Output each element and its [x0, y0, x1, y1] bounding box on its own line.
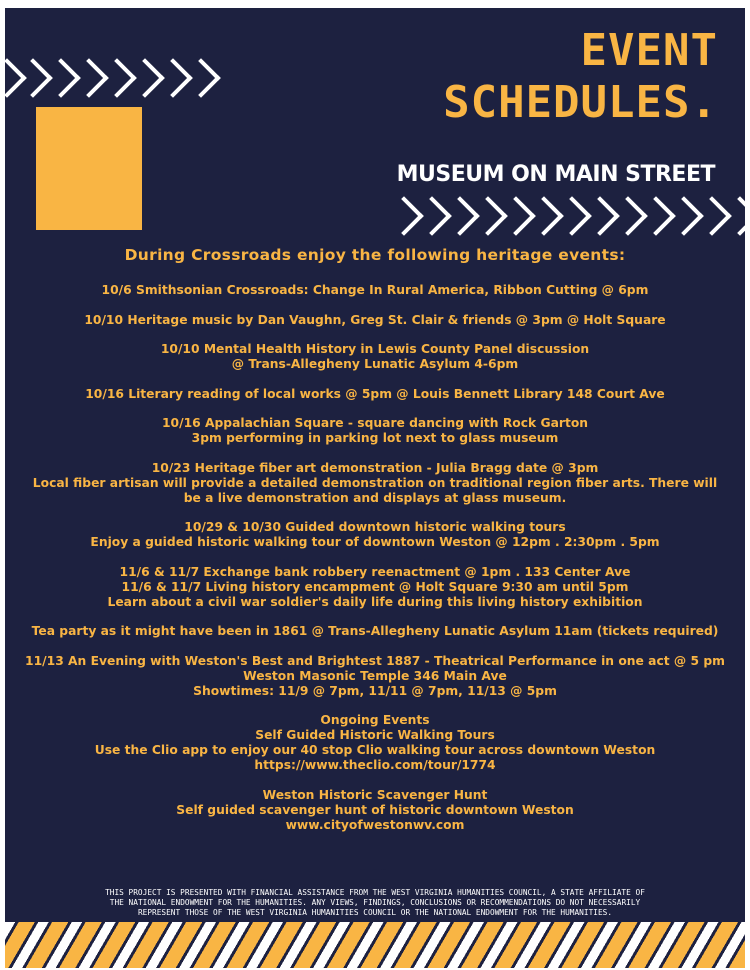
event-line: 10/10 Heritage music by Dan Vaughn, Greg St. Clair & friends @ 3pm @ Holt Square: [84, 312, 666, 327]
chevron-right-icon: [720, 196, 745, 236]
intro-heading: During Crossroads enjoy the following heritage events:: [124, 246, 626, 264]
event-line: 10/16 Appalachian Square - square dancing with Rock Garton: [161, 416, 589, 430]
event-item: [5, 624, 745, 639]
event-item: [5, 788, 745, 833]
event-line: Weston Masonic Temple 346 Main Ave: [243, 668, 507, 683]
event-item: [5, 313, 745, 328]
funding-disclaimer: [5, 888, 745, 918]
disclaimer-line: THE NATIONAL ENDOWMENT FOR THE HUMANITIES. ANY VIEWS, FINDINGS, CONCLUSIONS OR RECOMMENDATIONS DO NOT NECESSARILY: [109, 898, 641, 907]
disclaimer-line: REPRESENT THOSE OF THE WEST VIRGINIA HUMANITIES COUNCIL OR THE NATIONAL ENDOWMENT FOR THE HUMANITIES.: [137, 908, 613, 917]
event-item: [5, 387, 745, 402]
page-title-line-2: SCHEDULES.: [443, 77, 718, 128]
event-list: [5, 283, 745, 847]
event-item: [5, 520, 745, 550]
event-line: Weston Historic Scavenger Hunt: [262, 787, 488, 802]
event-line: 11/6 & 11/7 Exchange bank robbery reenactment @ 1pm . 133 Center Ave: [119, 564, 631, 579]
event-line: 10/23 Heritage fiber art demonstration - Julia Bragg date @ 3pm: [151, 460, 599, 475]
event-line: Learn about a civil war soldier's daily life during this living history exhibition: [107, 594, 643, 609]
hazard-stripe-band: [5, 922, 745, 968]
page-title-line-1: EVENT: [580, 25, 718, 76]
event-line: https://www.theclio.com/tour/1774: [254, 758, 496, 772]
event-poster: [5, 8, 745, 968]
event-line: 3pm performing in parking lot next to glass museum: [191, 431, 559, 445]
event-line: 10/6 Smithsonian Crossroads: Change In Rural America, Ribbon Cutting @ 6pm: [101, 283, 649, 297]
event-item: [5, 416, 745, 446]
event-line: Use the Clio app to enjoy our 40 stop Clio walking tour across downtown Weston: [94, 743, 656, 757]
event-item: [5, 565, 745, 610]
chevron-right-icon: [181, 58, 221, 98]
event-line: Self guided scavenger hunt of historic downtown Weston: [176, 802, 574, 817]
event-line: 11/6 & 11/7 Living history encampment @ Holt Square 9:30 am until 5pm: [121, 579, 629, 594]
event-line: Enjoy a guided historic walking tour of downtown Weston @ 12pm . 2:30pm . 5pm: [90, 535, 660, 549]
event-line: www.cityofwestonwv.com: [285, 817, 465, 832]
disclaimer-line: THIS PROJECT IS PRESENTED WITH FINANCIAL ASSISTANCE FROM THE WEST VIRGINIA HUMANITIES COUNCIL, A STATE AFFILIATE OF: [105, 888, 645, 897]
event-line: @ Trans-Allegheny Lunatic Asylum 4-6pm: [231, 357, 519, 371]
event-item: [5, 283, 745, 298]
event-line: Self Guided Historic Walking Tours: [255, 728, 495, 742]
event-line: Local fiber artisan will provide a detailed demonstration on traditional region fiber arts. There will: [32, 475, 718, 490]
event-item: [5, 713, 745, 773]
event-line: 10/29 & 10/30 Guided downtown historic walking tours: [184, 520, 566, 534]
event-line: 10/10 Mental Health History in Lewis County Panel discussion: [160, 342, 590, 356]
event-line: Tea party as it might have been in 1861 @ Trans-Allegheny Lunatic Asylum 11am (tickets required): [31, 624, 719, 638]
event-item: [5, 461, 745, 506]
event-line: 10/16 Literary reading of local works @ 5pm @ Louis Bennett Library 148 Court Ave: [85, 386, 665, 401]
decorative-square: [36, 107, 142, 230]
event-line: 11/13 An Evening with Weston's Best and Brightest 1887 - Theatrical Performance in one act @ 5 pm: [25, 653, 725, 668]
page-subtitle: MUSEUM ON MAIN STREET: [396, 162, 715, 187]
event-item: [5, 654, 745, 699]
event-line: Ongoing Events: [320, 713, 430, 727]
event-line: Showtimes: 11/9 @ 7pm, 11/11 @ 7pm, 11/13 @ 5pm: [193, 683, 557, 698]
event-item: [5, 342, 745, 372]
event-line: be a live demonstration and displays at glass museum.: [183, 490, 567, 505]
